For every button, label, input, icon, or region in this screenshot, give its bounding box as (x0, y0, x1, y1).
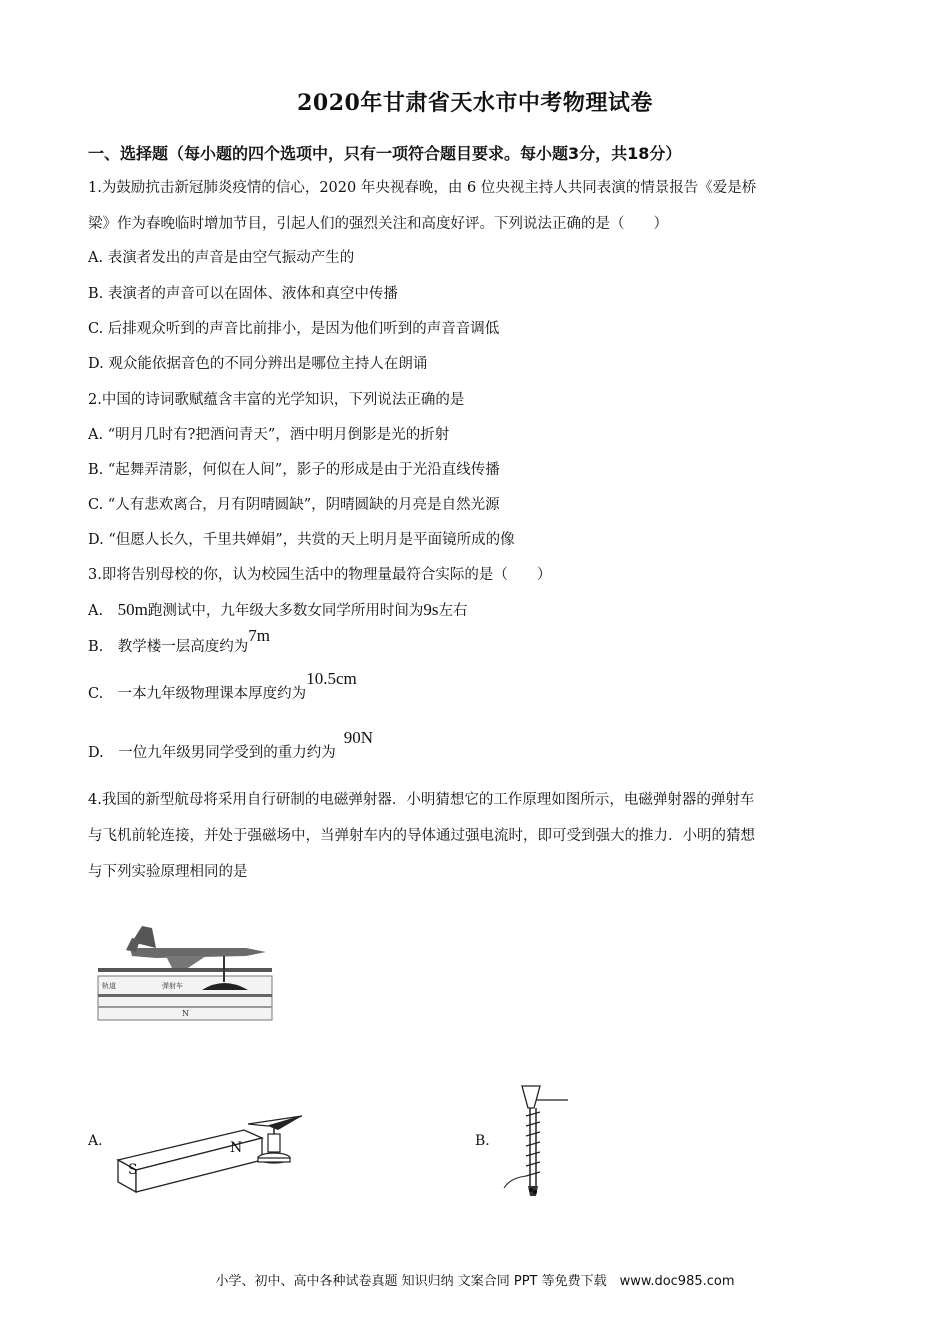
q4-stem-line2: 与飞机前轮连接，并处于强磁场中，当弹射车内的导体通过强电流时，即可受到强大的推力．小明的猜想 (88, 828, 755, 844)
q4-stem-line3: 与下列实验原理相同的是 (88, 864, 248, 880)
q3-stem: 3.即将告别母校的你，认为校园生活中的物理量最符合实际的是（ ） (88, 567, 552, 583)
section-heading: 一、选择题（每小题的四个选项中，只有一项符合题目要求。每小题3分，共18分） (88, 144, 682, 163)
q3-b-value: 7m (248, 626, 270, 645)
q2-stem: 2.中国的诗词歌赋蕴含丰富的光学知识，下列说法正确的是 (88, 392, 465, 408)
q1-option-b: B. 表演者的声音可以在固体、液体和真空中传播 (88, 286, 398, 302)
q3-option-d (88, 728, 373, 763)
q2-option-d: D. “但愿人长久，千里共婵娟”，共赏的天上明月是平面镜所成的像 (88, 532, 515, 548)
q3-option-a (88, 600, 467, 621)
q3-c-text: C. 一本九年级物理课本厚度约为 (88, 686, 307, 702)
wound-rod-figure (500, 1082, 580, 1204)
q3-a-prefix: A. (88, 603, 118, 619)
q3-a-time: 9s (423, 600, 439, 619)
magnet-s-label: S (128, 1162, 138, 1178)
q3-a-middle: 跑测试中，九年级大多数女同学所用时间为 (147, 603, 424, 619)
q3-b-text: B. 教学楼一层高度约为 (88, 639, 249, 655)
q3-option-b (88, 626, 270, 657)
q3-c-value: 10.5cm (306, 669, 357, 688)
catapult-figure (96, 920, 276, 1022)
q1-stem-line2: 梁》作为春晚临时增加节目，引起人们的强烈关注和高度好评。下列说法正确的是（ ） (88, 216, 668, 232)
q2-option-c: C. “人有悲欢离合，月有阴晴圆缺”，阴晴圆缺的月亮是自然光源 (88, 497, 500, 513)
q2-option-a: A. “明月几时有?把酒问青天”，酒中明月倒影是光的折射 (88, 427, 450, 443)
q3-d-text: D. 一位九年级男同学受到的重力约为 (88, 745, 336, 761)
q3-a-distance: 50m (117, 600, 148, 619)
n-pole-label: N (182, 1009, 189, 1018)
magnet-n-label: N (230, 1140, 243, 1156)
q1-stem-line1: 1.为鼓励抗击新冠肺炎疫情的信心，2020 年央视春晚，由 6 位央视主持人共同表演的情景报告《爱是桥 (88, 180, 757, 196)
bar-magnet-compass-figure (114, 1110, 336, 1210)
q4-stem-line1: 4.我国的新型航母将采用自行研制的电磁弹射器．小明猜想它的工作原理如图所示，电磁弹射器的弹射车 (88, 792, 755, 808)
q1-option-d: D. 观众能依据音色的不同分辨出是哪位主持人在朗诵 (88, 356, 428, 372)
q4-option-b-label: B. (475, 1133, 490, 1149)
q1-option-a: A. 表演者发出的声音是由空气振动产生的 (88, 250, 355, 266)
q3-d-value: 90N (343, 728, 373, 747)
q2-option-b: B. “起舞弄清影，何似在人间”，影子的形成是由于光沿直线传播 (88, 462, 500, 478)
car-label: 弹射车 (162, 982, 183, 990)
page-footer: 小学、初中、高中各种试卷真题 知识归纳 文案合同 PPT 等免费下载 www.doc985.com (215, 1274, 735, 1289)
track-label: 轨道 (102, 982, 116, 990)
q1-option-c: C. 后排观众听到的声音比前排小，是因为他们听到的声音音调低 (88, 321, 500, 337)
q3-a-suffix: 左右 (438, 603, 468, 619)
page-title: 2020年甘肃省天水市中考物理试卷 (297, 90, 653, 116)
q4-option-a-label: A. (88, 1133, 103, 1149)
q3-option-c (88, 669, 357, 704)
